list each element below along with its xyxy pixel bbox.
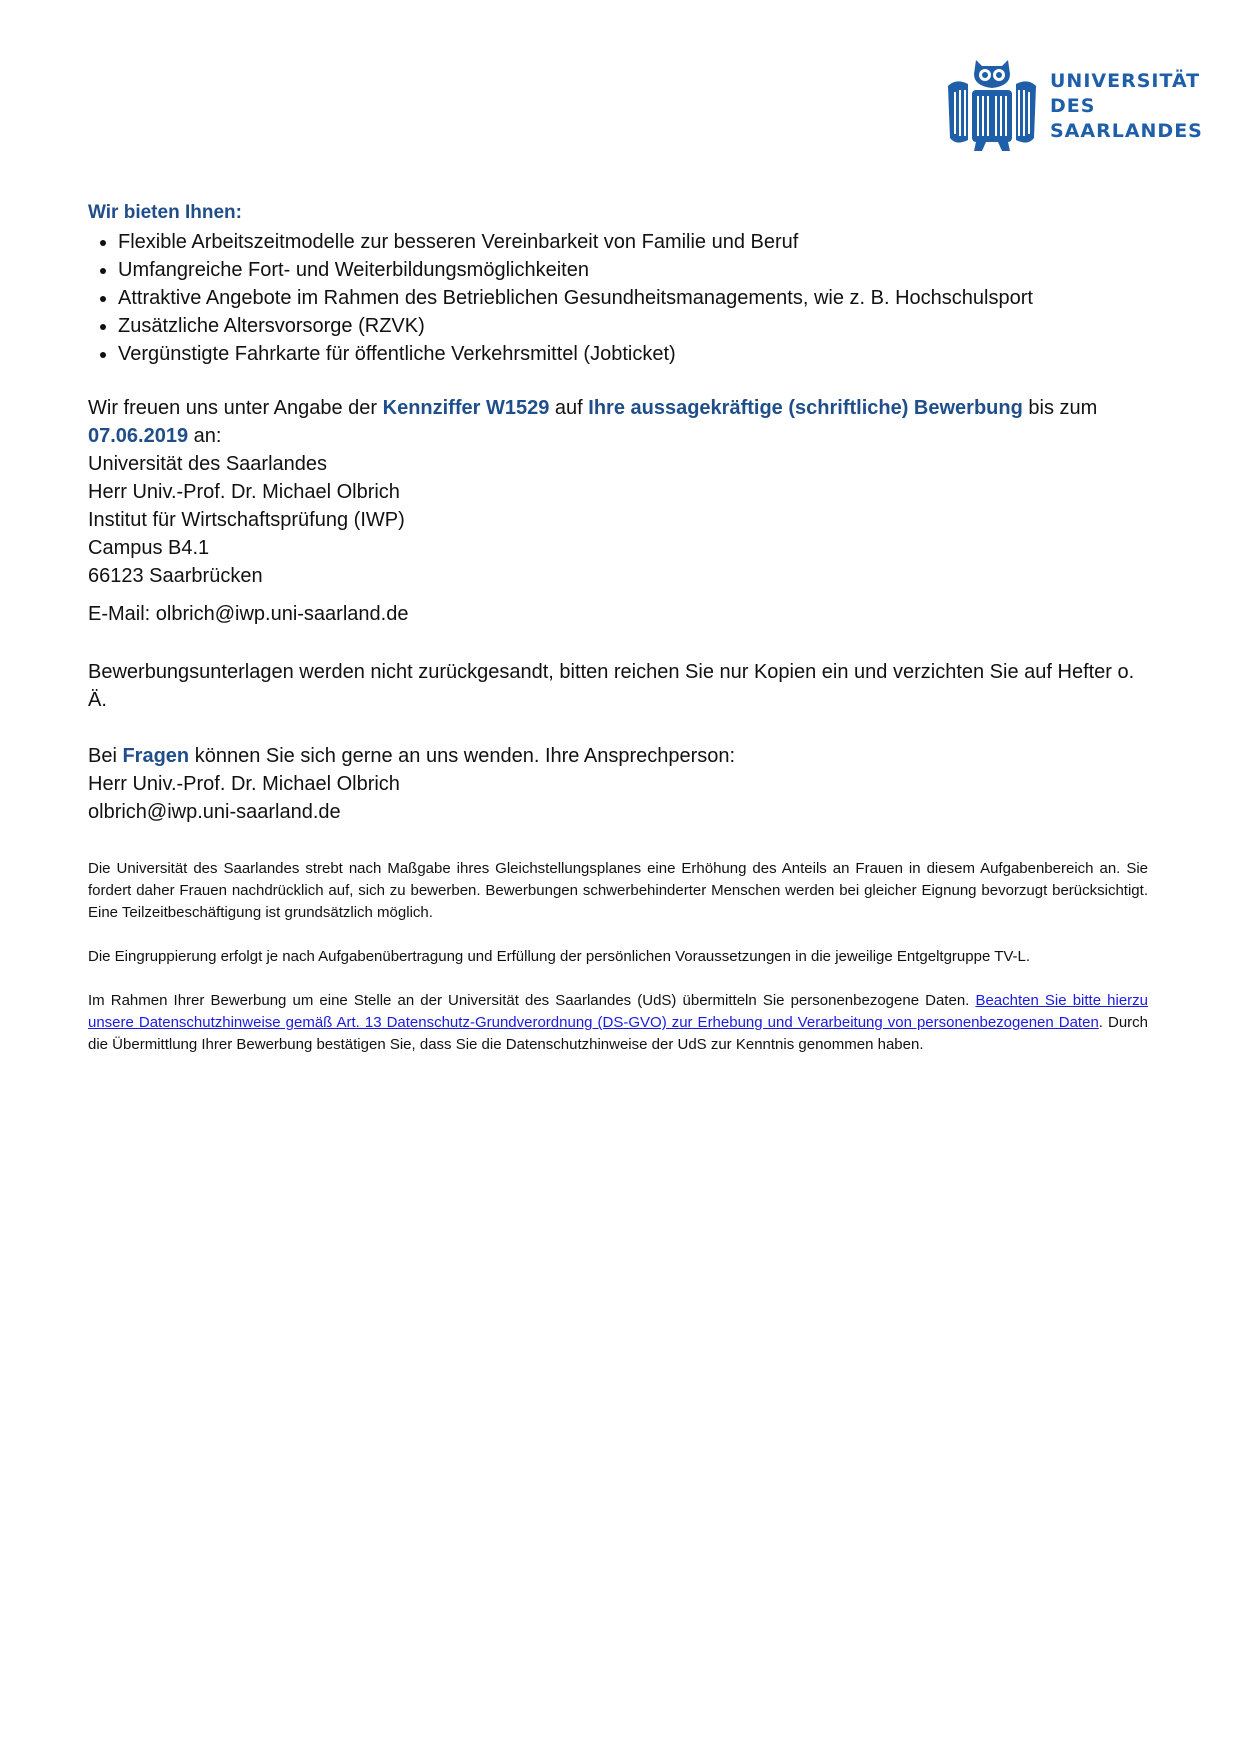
offers-heading: Wir bieten Ihnen: [88, 202, 242, 223]
reference-number: Kennziffer W1529 [382, 397, 550, 419]
university-logo [946, 56, 1203, 156]
list-item: • Umfangreiche Fort- und Weiterbildungsmöglichkeiten [118, 256, 1148, 284]
questions-keyword: Fragen [122, 745, 190, 767]
application-paragraph [88, 394, 1148, 450]
privacy-note [88, 990, 1148, 1056]
address-line: Herr Univ.-Prof. Dr. Michael Olbrich [88, 481, 400, 503]
logo-wordmark [1050, 69, 1203, 144]
owl-icon [946, 56, 1038, 152]
offers-list [88, 228, 1148, 368]
grouping-note: Die Eingruppierung erfolgt je nach Aufgabenübertragung und Erfüllung der persönlichen Voraussetzungen in die jeweilige Entgeltgruppe TV-L. [88, 948, 1031, 965]
list-item: • Flexible Arbeitszeitmodelle zur besseren Vereinbarkeit von Familie und Beruf [118, 228, 1148, 256]
contact-block [88, 742, 1148, 826]
logo-line-1: UNIVERSITÄT [1050, 70, 1201, 92]
contact-intro [88, 742, 1148, 770]
contact-email: olbrich@iwp.uni-saarland.de [88, 801, 341, 823]
application-text: an: [188, 425, 222, 447]
application-text: bis zum [1022, 397, 1098, 419]
equality-note: Die Universität des Saarlandes strebt nach Maßgabe ihres Gleichstellungsplanes eine Erhöhung des Anteils an Frauen in diesem Aufgabenbereich an. Sie fordert daher Frauen nachdrücklich auf, sich zu bewerben. Bewerbungen schwerbehinderter Menschen werden bei gleicher Eignung bevorzugt berücksichtigt. Eine Teilzeitbeschäftigung ist grundsätzlich möglich. [88, 860, 1148, 921]
list-item: • Zusätzliche Altersvorsorge (RZVK) [118, 312, 1148, 340]
contact-text: können Sie sich gerne an uns wenden. Ihre Ansprechperson: [189, 745, 736, 767]
address-line: Universität des Saarlandes [88, 453, 328, 475]
logo-line-2: DES [1050, 95, 1096, 117]
logo-line-3: SAARLANDES [1050, 120, 1203, 142]
list-item: • Vergünstigte Fahrkarte für öffentliche Verkehrsmittel (Jobticket) [118, 340, 1148, 368]
contact-text: Bei [88, 745, 123, 767]
postal-address [88, 450, 1148, 590]
application-text: auf [549, 397, 589, 419]
privacy-text: . Durch die Übermittlung Ihrer Bewerbung bestätigen Sie, dass Sie die Datenschutzhinweise der UdS zur Kenntnis genommen haben. [88, 1014, 1148, 1053]
address-line: Institut für Wirtschaftsprüfung (IWP) [88, 509, 405, 531]
deadline-date: 07.06.2019 [88, 425, 189, 447]
return-note: Bewerbungsunterlagen werden nicht zurückgesandt, bitten reichen Sie nur Kopien ein und verzichten Sie auf Hefter o. Ä. [88, 661, 1135, 711]
application-phrase: Ihre aussagekräftige (schriftliche) Bewerbung [588, 397, 1023, 419]
application-text: Wir freuen uns unter Angabe der [88, 397, 383, 419]
application-email: E-Mail: olbrich@iwp.uni-saarland.de [88, 603, 409, 625]
address-line: 66123 Saarbrücken [88, 565, 263, 587]
privacy-text: Im Rahmen Ihrer Bewerbung um eine Stelle an der Universität des Saarlandes (UdS) übermitteln Sie personenbezogene Daten. [88, 992, 976, 1009]
privacy-policy-link[interactable]: Beachten Sie bitte hierzu unsere Datenschutzhinweise gemäß Art. 13 Datenschutz-Grundverordnung (DS-GVO) zur Erhebung und Verarbeitung von personenbezogenen Daten [88, 992, 1148, 1031]
contact-name: Herr Univ.-Prof. Dr. Michael Olbrich [88, 773, 400, 795]
list-item: • Attraktive Angebote im Rahmen des Betrieblichen Gesundheitsmanagements, wie z. B. Hochschulsport [118, 284, 1148, 312]
document-body [88, 200, 1148, 1056]
address-line: Campus B4.1 [88, 537, 210, 559]
